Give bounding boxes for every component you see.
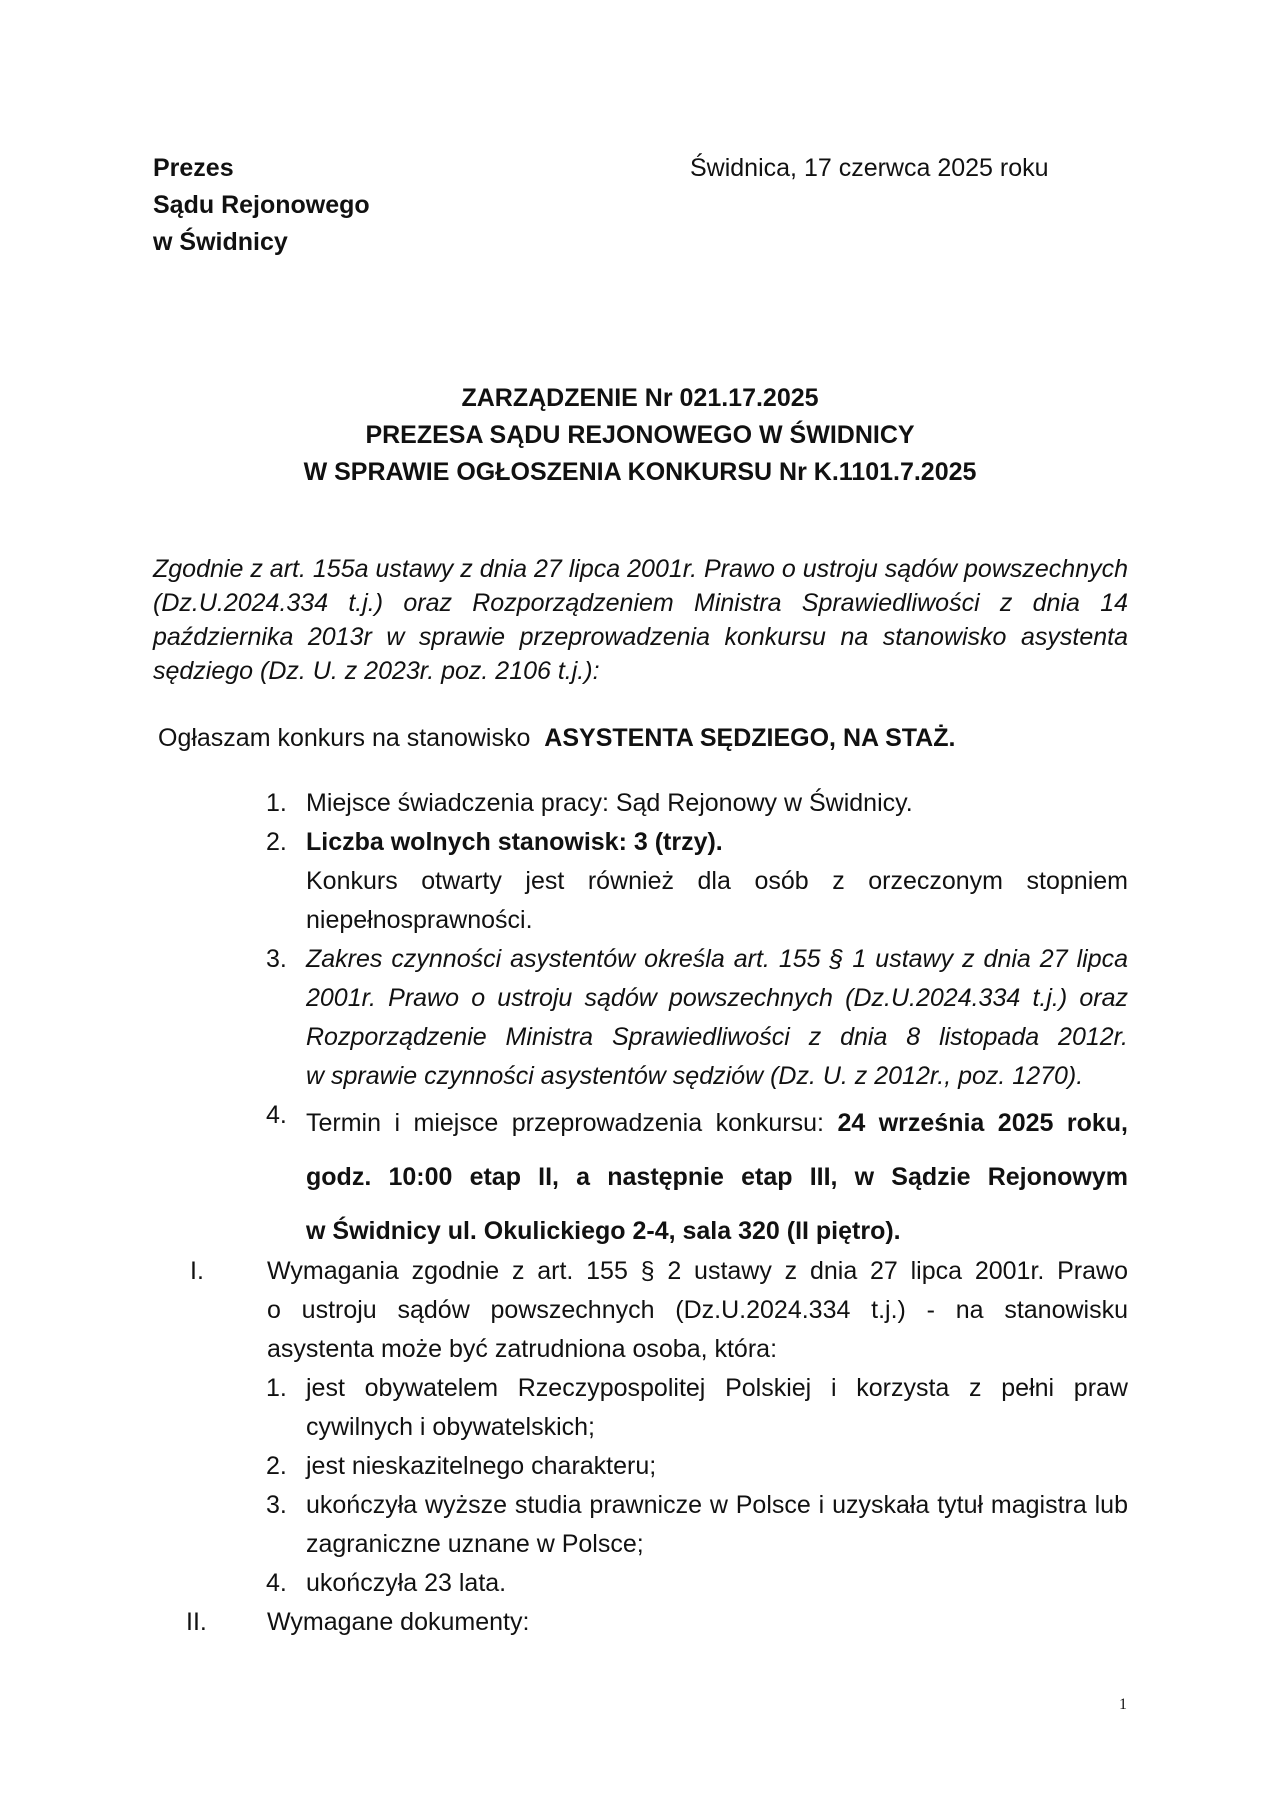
requirement-3 [306, 1486, 1128, 1564]
requirement-2-line-1: jest nieskazitelnego charakteru; [306, 1452, 657, 1480]
requirement-3-line-2: zagraniczne uznane w Polsce; [306, 1530, 644, 1558]
detail-1-line-1: Miejsce świadczenia pracy: Sąd Rejonowy w Świdnicy. [306, 789, 913, 817]
detail-2-line-2: niepełnosprawności. [306, 906, 533, 934]
requirement-1-number: 1. [266, 1374, 287, 1402]
detail-1-number: 1. [266, 789, 287, 817]
requirement-2-number: 2. [266, 1452, 287, 1480]
heading-line-3: W SPRAWIE OGŁOSZENIA KONKURSU Nr K.1101.7.2025 [303, 458, 977, 486]
requirement-1-line-2: cywilnych i obywatelskich; [306, 1413, 595, 1441]
heading-line-2: PREZESA SĄDU REJONOWEGO W ŚWIDNICY [365, 421, 915, 449]
legal-basis-line-2: (Dz.U.2024.334 t.j.) oraz Rozporządzeniem Ministra Sprawiedliwości z dnia 14 [153, 589, 1128, 617]
issuer-block [153, 150, 370, 261]
detail-2-number: 2. [266, 828, 287, 856]
detail-4-number: 4. [266, 1101, 287, 1129]
requirement-4-line-1: ukończyła 23 lata. [306, 1569, 507, 1597]
detail-3-line-4: w sprawie czynności asystentów sędziów (Dz. U. z 2012r., poz. 1270). [306, 1062, 1084, 1090]
requirement-2 [306, 1447, 1128, 1486]
section-1-line-1: Wymagania zgodnie z art. 155 § 2 ustawy z dnia 27 lipca 2001r. Prawo [267, 1257, 1128, 1285]
detail-3-line-3: Rozporządzenie Ministra Sprawiedliwości z dnia 8 listopada 2012r. [306, 1023, 1128, 1051]
detail-4-prefix: Termin i miejsce przeprowadzenia konkursu: [306, 1109, 824, 1137]
legal-basis-line-3: października 2013r w sprawie przeprowadzenia konkursu na stanowisko asystenta [153, 623, 1128, 651]
detail-4-line-3: w Świdnicy ul. Okulickiego 2-4, sala 320 (II piętro). [306, 1217, 901, 1245]
detail-3 [306, 940, 1128, 1096]
section-1-line-2: o ustroju sądów powszechnych (Dz.U.2024.334 t.j.) - na stanowisku [267, 1296, 1128, 1324]
section-1-number: I. [190, 1257, 204, 1285]
page-number: 1 [1119, 1696, 1127, 1713]
document-heading [0, 380, 1280, 491]
issuer-line-3: w Świdnicy [153, 228, 288, 256]
section-2-number: II. [186, 1608, 207, 1636]
requirement-4 [306, 1564, 1128, 1603]
section-2-title: Wymagane dokumenty: [267, 1608, 530, 1636]
detail-2-line-1: Konkurs otwarty jest również dla osób z orzeczonym stopniem [306, 867, 1128, 895]
issuer-line-2: Sądu Rejonowego [153, 191, 370, 219]
legal-basis-line-4: sędziego (Dz. U. z 2023r. poz. 2106 t.j.): [153, 657, 600, 685]
heading-line-1: ZARZĄDZENIE Nr 021.17.2025 [461, 384, 819, 412]
requirement-1-line-1: jest obywatelem Rzeczypospolitej Polskiej i korzysta z pełni praw [306, 1374, 1128, 1402]
detail-2 [306, 823, 1128, 940]
requirement-3-line-1: ukończyła wyższe studia prawnicze w Polsce i uzyskała tytuł magistra lub [306, 1491, 1128, 1519]
requirement-4-number: 4. [266, 1569, 287, 1597]
detail-3-number: 3. [266, 945, 287, 973]
detail-4-date: 24 września 2025 roku, [837, 1109, 1129, 1137]
detail-4-line-2: godz. 10:00 etap II, a następnie etap III, w Sądzie Rejonowym [306, 1163, 1128, 1191]
place-and-date: Świdnica, 17 czerwca 2025 roku [690, 154, 1049, 182]
issuer-line-1: Prezes [153, 154, 234, 182]
announcement-prefix: Ogłaszam konkurs na stanowisko [158, 724, 531, 752]
section-1-intro [267, 1252, 1128, 1369]
announcement [158, 720, 955, 756]
detail-3-line-2: 2001r. Prawo o ustroju sądów powszechnych (Dz.U.2024.334 t.j.) oraz [306, 984, 1128, 1012]
detail-1 [306, 784, 1128, 823]
requirement-1 [306, 1369, 1128, 1447]
detail-3-line-1: Zakres czynności asystentów określa art. 155 § 1 ustawy z dnia 27 lipca [306, 945, 1128, 973]
announcement-position: ASYSTENTA SĘDZIEGO, NA STAŻ. [544, 724, 956, 752]
detail-4 [306, 1096, 1128, 1258]
section-1-line-3: asystenta może być zatrudniona osoba, która: [267, 1335, 778, 1363]
detail-4-line-1 [306, 1096, 1128, 1150]
detail-2-bold: Liczba wolnych stanowisk: 3 (trzy). [306, 828, 723, 856]
requirement-3-number: 3. [266, 1491, 287, 1519]
legal-basis-line-1: Zgodnie z art. 155a ustawy z dnia 27 lipca 2001r. Prawo o ustroju sądów powszechnych [153, 555, 1128, 583]
legal-basis-paragraph [153, 552, 1128, 688]
